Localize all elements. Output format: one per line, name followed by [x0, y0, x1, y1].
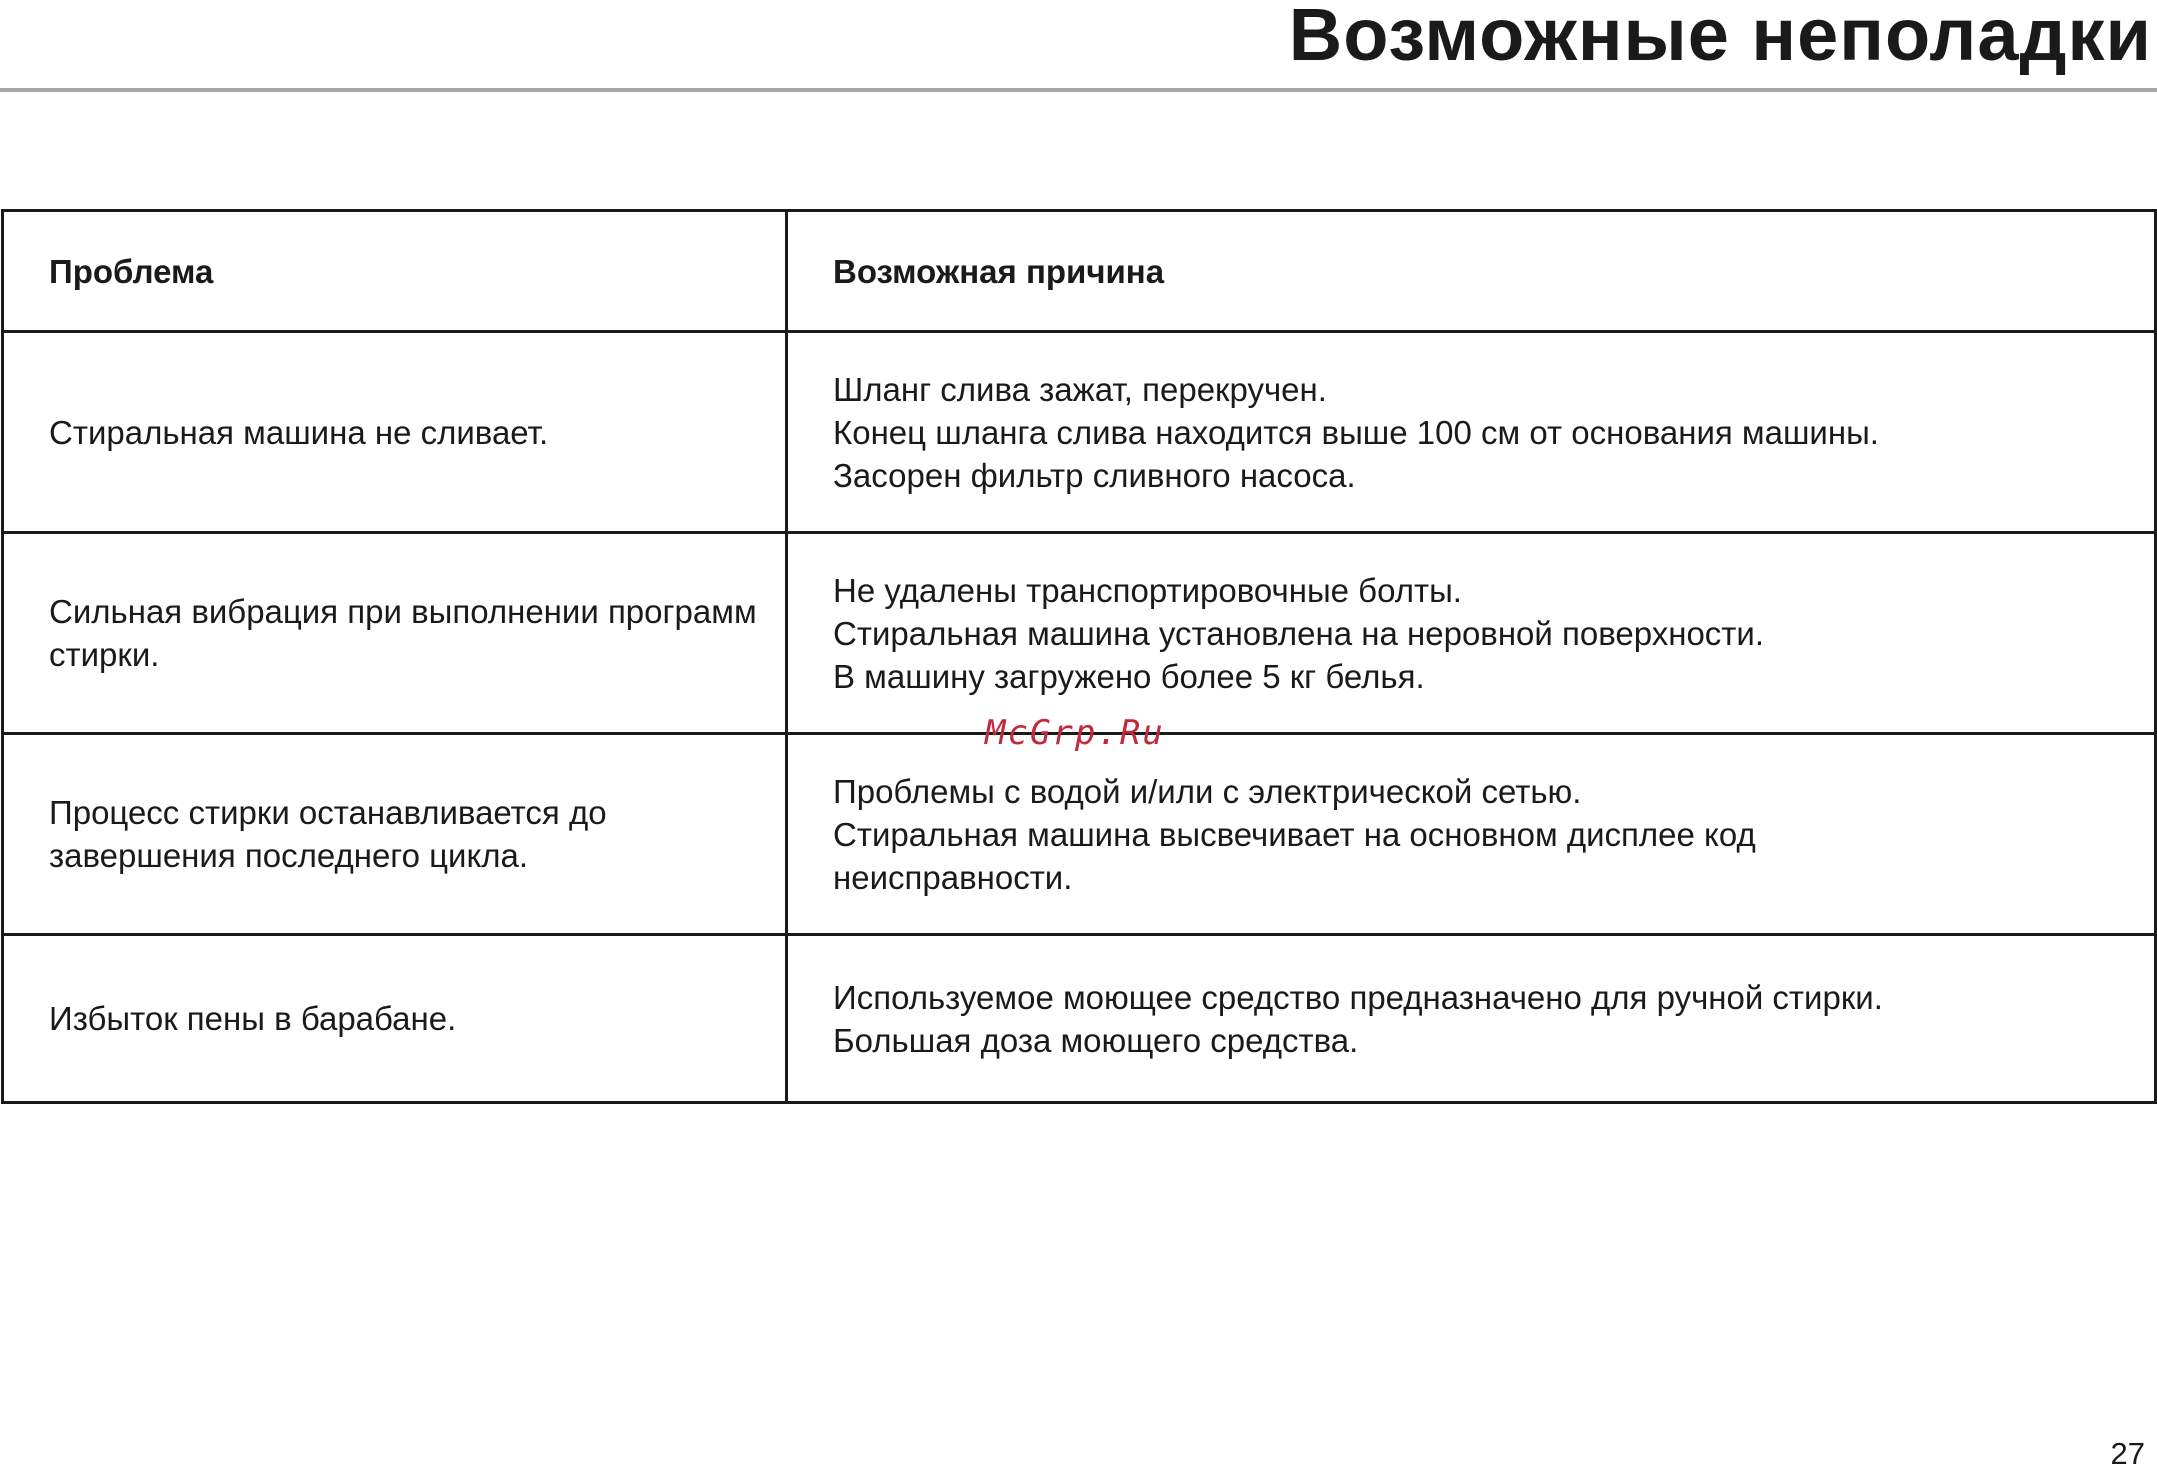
- table-header-row: [3, 211, 2156, 332]
- problem-cell: [3, 734, 787, 935]
- cause-cell: [787, 935, 2156, 1103]
- cause-line: Шланг слива зажат, перекручен.: [833, 370, 1327, 408]
- problem-cell: [3, 332, 787, 533]
- cause-cell: [787, 332, 2156, 533]
- cause-line: Засорен фильтр сливного насоса.: [833, 456, 1356, 494]
- cause-line: В машину загружено более 5 кг белья.: [833, 657, 1425, 695]
- problem-cell: [3, 935, 787, 1103]
- page-title: Возможные неполадки: [1288, 0, 2152, 76]
- cause-line: неисправности.: [833, 858, 1073, 896]
- problem-text: Сильная вибрация при выполнении программ стирки.: [49, 593, 757, 673]
- problem-text: Стиральная машина не сливает.: [49, 413, 549, 451]
- cause-line: Используемое моющее средство предназначено для ручной стирки.: [833, 978, 1883, 1016]
- cause-line: Стиральная машина высвечивает на основном дисплее код: [833, 815, 1756, 853]
- table-row: [3, 935, 2156, 1103]
- cause-cell: [787, 734, 2156, 935]
- cause-line: Проблемы с водой и/или с электрической сетью.: [833, 772, 1582, 810]
- table-row: [3, 332, 2156, 533]
- troubleshooting-table: [1, 209, 2157, 1104]
- table-row: [3, 734, 2156, 935]
- cause-line: Большая доза моющего средства.: [833, 1021, 1359, 1059]
- problem-text: Избыток пены в барабане.: [49, 1000, 457, 1037]
- cause-cell: [787, 533, 2156, 734]
- page-number: 27: [2110, 1436, 2145, 1471]
- column-header-cause: Возможная причина: [787, 211, 2156, 332]
- cause-line: Не удалены транспортировочные болты.: [833, 571, 1462, 609]
- title-divider: [0, 88, 2157, 92]
- cause-line: Стиральная машина установлена на неровной поверхности.: [833, 614, 1765, 652]
- table-row: [3, 533, 2156, 734]
- problem-cell: [3, 533, 787, 734]
- column-header-problem: Проблема: [3, 211, 787, 332]
- watermark: McGrp.Ru: [985, 713, 1165, 753]
- cause-line: Конец шланга слива находится выше 100 см от основания машины.: [833, 413, 1879, 451]
- problem-text: Процесс стирки останавливается до завершения последнего цикла.: [49, 794, 607, 874]
